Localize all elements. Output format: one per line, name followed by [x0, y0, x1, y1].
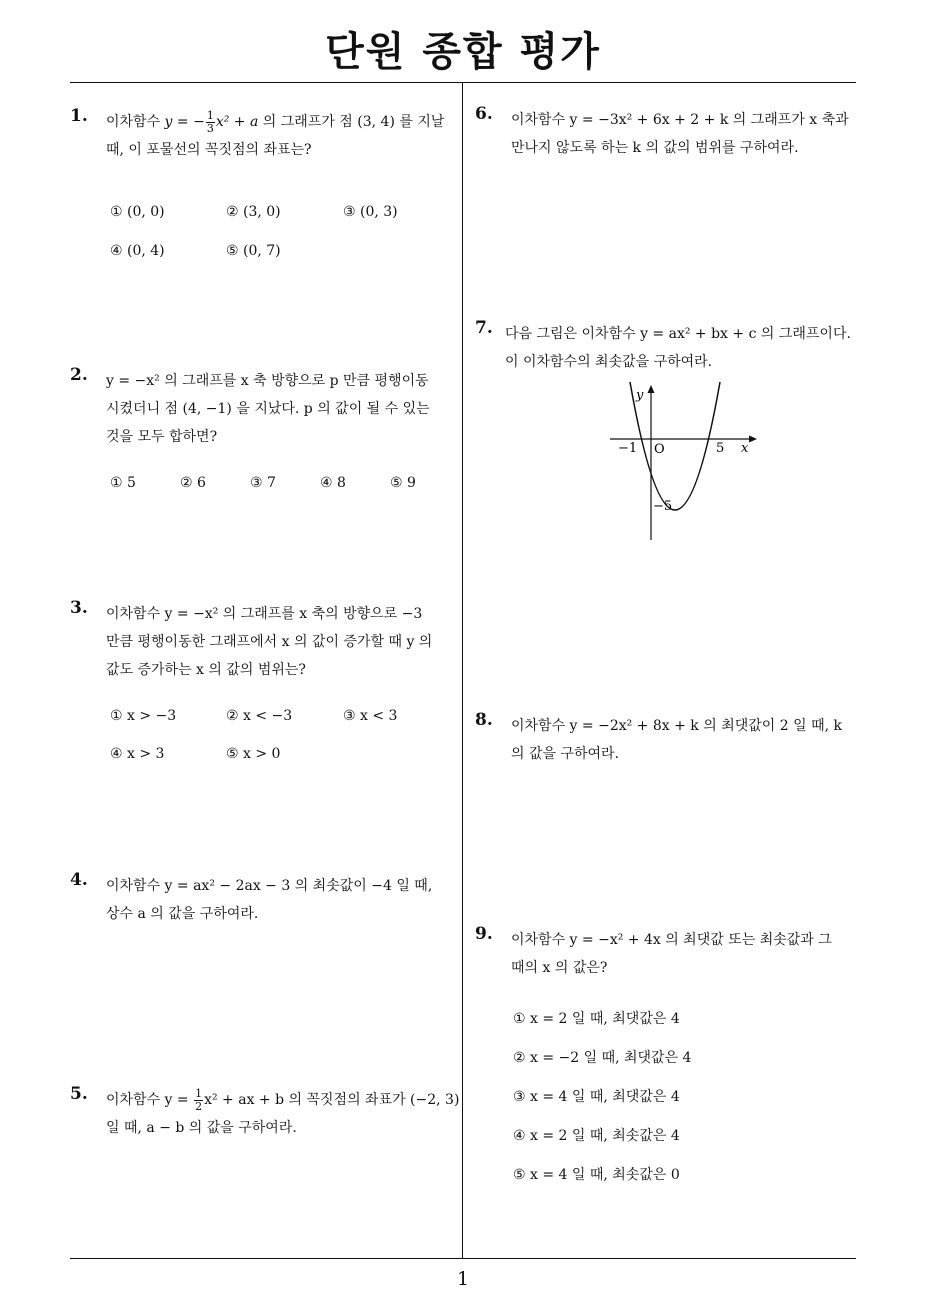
question-number: 4.	[70, 870, 88, 890]
choice-3: ③ (0, 3)	[343, 204, 398, 220]
question-text: y = −x² 의 그래프를 x 축 방향으로 p 만큼 평행이동 시켰더니 점 (4, −1) 을 지났다. p 의 값이 될 수 있는 것을 모두 합하면?	[106, 373, 430, 445]
parabola-graph	[605, 380, 765, 545]
question-text: 이차함수 y = −x² 의 그래프를 x 축의 방향으로 −3 만큼 평행이동한 그래프에서 x 의 값이 증가할 때 y 의 값도 증가하는 x 의 값의 범위는?	[106, 606, 433, 678]
column-divider	[462, 83, 463, 1258]
question-number: 1.	[70, 106, 88, 126]
y-tick-minus-five: −5	[653, 499, 673, 514]
x-axis-arrow	[749, 436, 757, 443]
question-6	[475, 104, 865, 164]
choice-2: ② (3, 0)	[226, 204, 281, 220]
question-text: 이차함수 y = $\frac{1}{2}$ x² + ax + b 의 꼭짓점의 좌표가 (−2, 3) 일 때, a − b 의 값을 구하여라.	[106, 1086, 460, 1136]
question-8	[475, 710, 865, 770]
page-title: 단원 종합 평가	[325, 29, 601, 75]
y-axis-label: y	[636, 388, 644, 403]
question-text: 이차함수 y = −3x² + 6x + 2 + k 의 그래프가 x 축과 만나지 않도록 하는 k 의 값의 범위를 구하여라.	[511, 112, 849, 156]
question-7	[475, 318, 865, 378]
choice-4: ④ 8	[320, 475, 346, 491]
question-text: 이차함수 y = −2x² + 8x + k 의 최댓값이 2 일 때, k 의 값을 구하여라.	[511, 718, 842, 762]
choice-4: ④ x > 3	[110, 746, 165, 762]
choice-3: ③ x = 4 일 때, 최댓값은 4	[513, 1089, 680, 1105]
choice-2: ② x < −3	[226, 708, 293, 724]
header-rule	[70, 82, 856, 83]
question-number: 8.	[475, 710, 493, 730]
choice-5: ⑤ x > 0	[226, 746, 281, 762]
question-text: 이차함수 y = − $\frac{1}{3}$ x² + a 의 그래프가 점 (3, 4) 를 지날 때, 이 포물선의 꼭짓점의 좌표는?	[106, 108, 445, 158]
question-number: 9.	[475, 924, 493, 944]
choice-5: ⑤ (0, 7)	[226, 243, 281, 259]
choice-1: ① x = 2 일 때, 최댓값은 4	[513, 1011, 680, 1027]
question-1	[70, 106, 460, 276]
origin-label: O	[654, 442, 665, 457]
fraction: $\frac{1}{3}$	[206, 108, 214, 135]
y-axis-arrow	[648, 385, 655, 393]
question-number: 7.	[475, 318, 493, 338]
question-number: 3.	[70, 598, 88, 618]
footer-rule	[70, 1258, 856, 1259]
choice-2: ② 6	[180, 475, 206, 491]
page-number: 1	[456, 1268, 470, 1290]
parabola-curve	[630, 382, 720, 510]
choice-4: ④ x = 2 일 때, 최솟값은 4	[513, 1128, 680, 1144]
question-9	[475, 924, 865, 1194]
question-2	[70, 365, 460, 505]
question-number: 2.	[70, 365, 88, 385]
choice-3: ③ x < 3	[343, 708, 398, 724]
x-tick-minus-one: −1	[618, 441, 638, 456]
question-4	[70, 870, 460, 930]
question-5	[70, 1084, 460, 1154]
choice-5: ⑤ x = 4 일 때, 최솟값은 0	[513, 1167, 680, 1183]
choice-1: ① 5	[110, 475, 136, 491]
choice-1: ① (0, 0)	[110, 204, 165, 220]
question-text: 다음 그림은 이차함수 y = ax² + bx + c 의 그래프이다. 이 이차함수의 최솟값을 구하여라.	[505, 326, 851, 370]
choice-5: ⑤ 9	[390, 475, 416, 491]
question-number: 6.	[475, 104, 493, 124]
question-number: 5.	[70, 1084, 88, 1104]
question-3	[70, 598, 460, 778]
choice-4: ④ (0, 4)	[110, 243, 165, 259]
fraction: $\frac{1}{2}$	[195, 1086, 203, 1113]
choice-1: ① x > −3	[110, 708, 177, 724]
x-axis-label: x	[741, 441, 749, 456]
question-text: 이차함수 y = −x² + 4x 의 최댓값 또는 최솟값과 그 때의 x 의 값은?	[511, 932, 832, 976]
question-text: 이차함수 y = ax² − 2ax − 3 의 최솟값이 −4 일 때, 상수 a 의 값을 구하여라.	[106, 878, 433, 922]
choice-3: ③ 7	[250, 475, 276, 491]
x-tick-five: 5	[716, 441, 725, 456]
choice-2: ② x = −2 일 때, 최댓값은 4	[513, 1050, 692, 1066]
